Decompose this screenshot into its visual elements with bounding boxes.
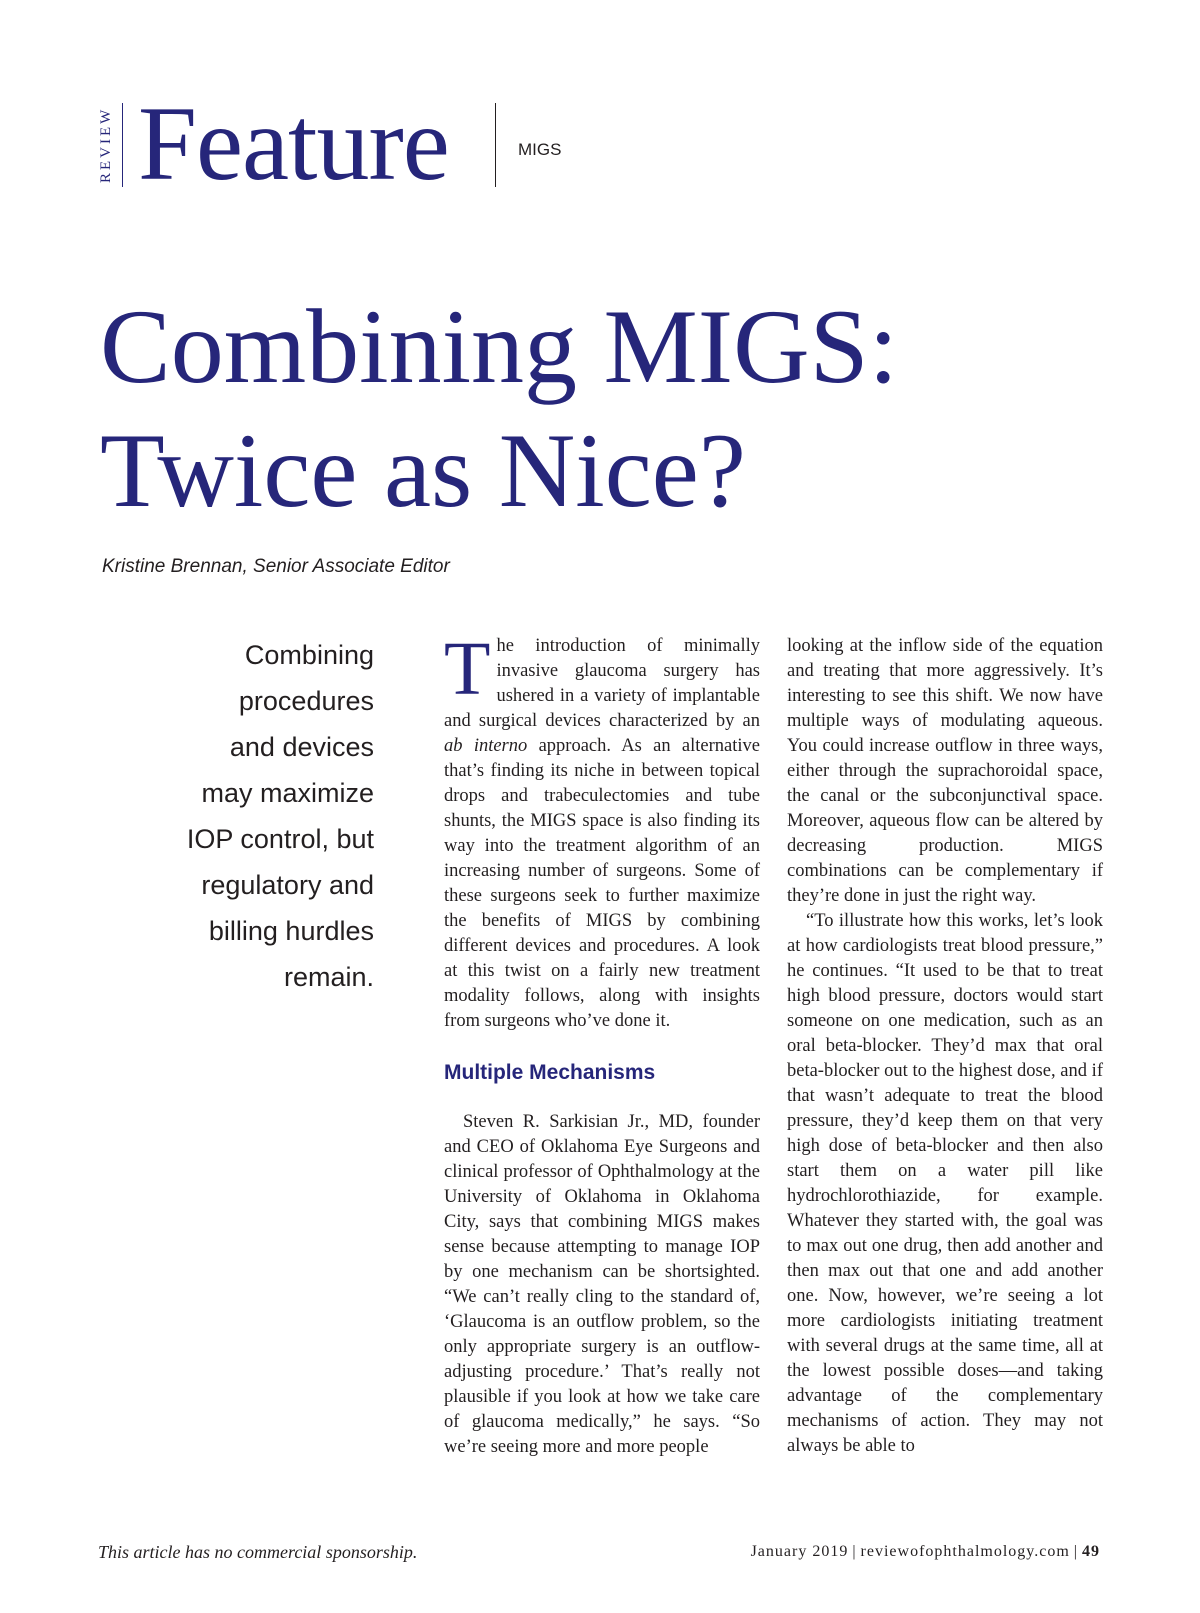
deck-line: procedures [238,686,374,716]
deck-line: IOP control, but [186,824,374,854]
issue-date: January 2019 [750,1543,849,1560]
header-rule-left [122,103,123,187]
deck [160,632,374,1000]
feature-heading: Feature [138,85,449,202]
body-paragraph: looking at the inflow side of the equation and treating that more aggressively. It’s interesting to see this shift. We now have multiple ways of modulating aqueous. You could increase outflow in three ways, either through the suprachoroidal space, the canal or the subconjunctival space. Moreover, aqueous flow can be altered by decreasing production. MIGS combinations can be complementary if they’re done in just the right way. [787,636,1103,906]
folio-separator: | [852,1543,857,1560]
subhead: Multiple Mechanisms [444,1061,656,1084]
header-rule-right [495,103,496,187]
section-tag: MIGS [518,140,562,159]
sponsorship-note: This article has no commercial sponsorship. [98,1542,418,1562]
intro-text-start: he introduction of minimally invasive glaucoma surgery has ushered in a variety of implantable and surgical devices characterized by an [444,636,760,731]
article-title [100,285,1100,533]
deck-line: and devices [229,732,374,762]
deck-line: remain. [283,962,374,992]
website: reviewofophthalmology.com [860,1543,1070,1560]
folio-separator: | [1073,1543,1078,1560]
deck-line: may maximize [201,778,374,808]
intro-paragraph [444,627,760,1034]
review-label: REVIEW [98,106,114,184]
intro-emphasis: ab interno [444,736,528,756]
body-paragraph: Steven R. Sarkisian Jr., MD, founder and CEO of Oklahoma Eye Surgeons and clinical professor of Ophthalmology at the University of Oklahoma in Oklahoma City, says that combining MIGS makes sense because attempting to manage IOP by one mechanism can be shortsighted. “We can’t really cling to the standard of, ‘Glaucoma is an outflow problem, so the only appropriate surgery is an outflow-adjusting procedure.’ That’s really not plausible if you look at how we take care of glaucoma medically,” he says. “So we’re seeing more and more people [444,1112,760,1457]
intro-text-end: approach. As an alternative that’s finding its niche in between topical drops and trabeculectomies and tube shunts, the MIGS space is also finding its way into the treatment algorithm of an increasing number of surgeons. Some of these surgeons seek to further maximize the benefits of MIGS by combining different devices and procedures. A look at this twist on a fairly new treatment modality follows, along with insights from surgeons who’ve done it. [444,736,760,1031]
title-line-1: Combining MIGS: [100,288,899,405]
deck-line: Combining [244,640,374,670]
drop-cap: T [444,627,491,711]
byline: Kristine Brennan, Senior Associate Editor [102,556,450,577]
page-number: 49 [1082,1543,1100,1560]
body-paragraph: “To illustrate how this works, let’s look at how cardiologists treat blood pressure,” he continues. “It used to be that to treat high blood pressure, doctors would start someone on one medication, such as an oral beta-blocker. They’d max that oral beta-blocker out to the highest dose, and if that wasn’t adequate to treat the blood pressure, they’d keep them on that very high dose of beta-blocker and then also start them on a water pill like hydrochlorothiazide, for example. Whatever they started with, the goal was to max out one drug, then add another and then max out that one and add another one. Now, however, we’re seeing a lot more cardiologists initiating treatment with several drugs at the same time, all at the lowest possible doses—and taking advantage of the complementary mechanisms of action. They may not always be able to [787,911,1103,1456]
deck-line: regulatory and [201,870,374,900]
title-line-2: Twice as Nice? [100,412,746,529]
folio [751,1543,1100,1561]
deck-line: billing hurdles [208,916,374,946]
body-column-1 [444,627,760,1460]
body-column-2 [787,634,1103,1459]
